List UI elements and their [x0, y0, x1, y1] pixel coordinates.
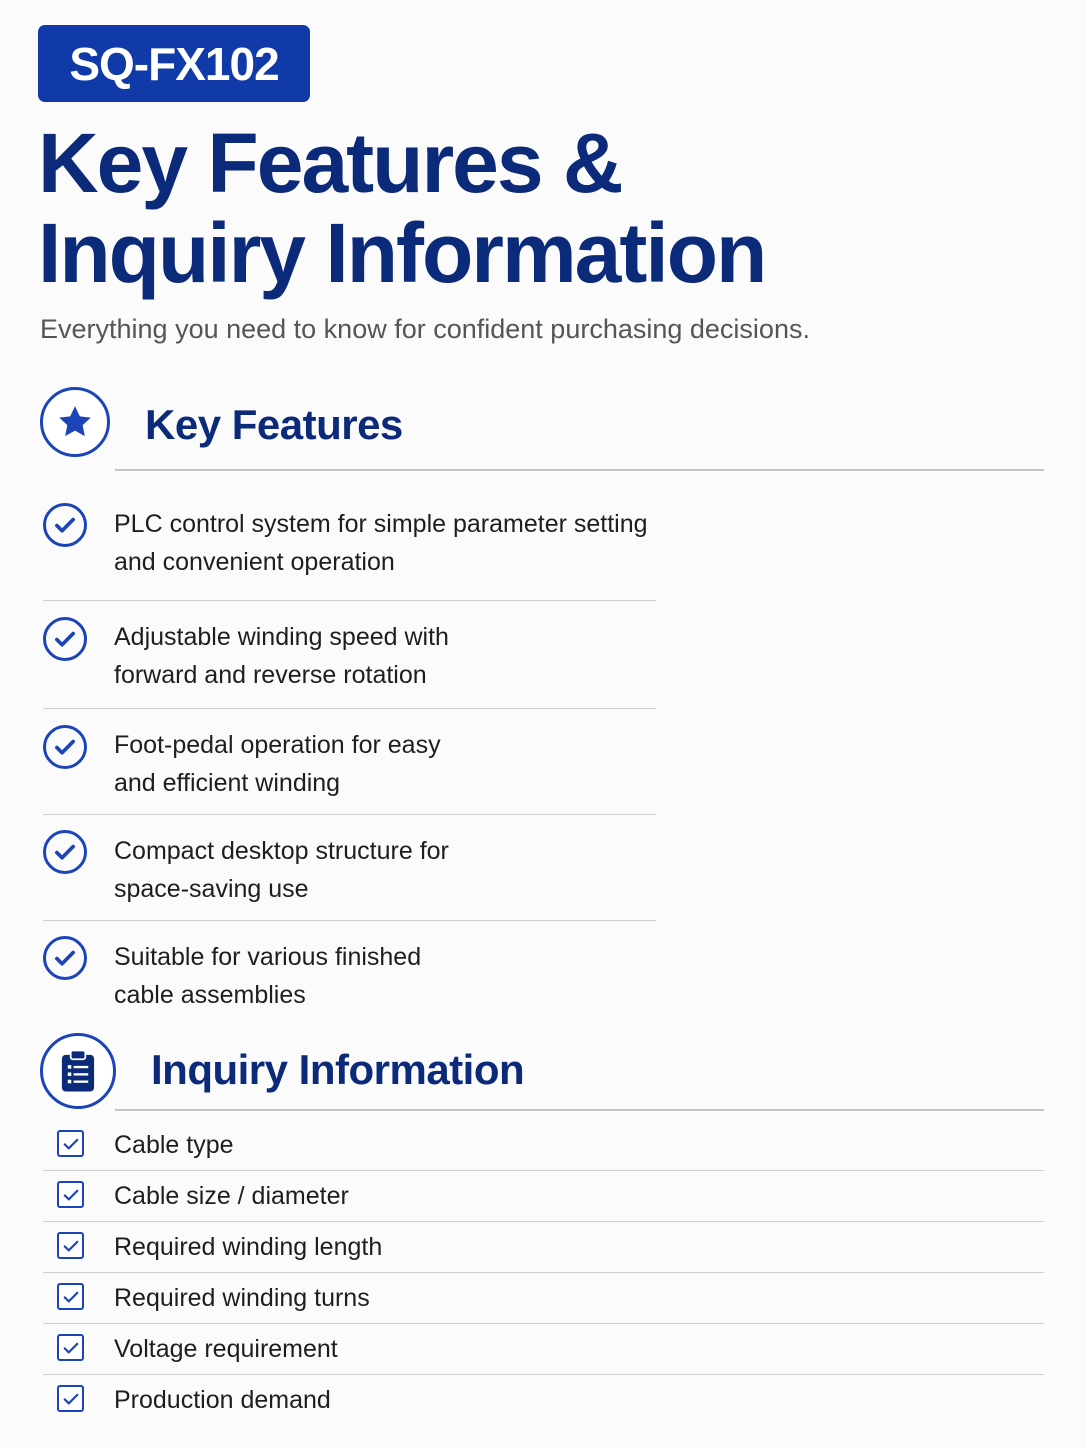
inquiry-label: Cable size / diameter — [114, 1182, 349, 1210]
check-circle-icon — [43, 503, 87, 547]
feature-item — [43, 921, 656, 1017]
feature-text: PLC control system for simple parameter setting and convenient operation — [114, 510, 648, 576]
feature-text: Compact desktop structure for space-saving use — [114, 837, 449, 903]
feature-item — [43, 495, 656, 601]
section-divider — [115, 1109, 1044, 1111]
inquiry-item — [43, 1375, 1044, 1426]
inquiry-list — [43, 1120, 1044, 1426]
inquiry-label: Required winding turns — [114, 1284, 370, 1312]
check-circle-icon — [43, 725, 87, 769]
inquiry-label: Required winding length — [114, 1233, 383, 1261]
model-badge: SQ-FX102 — [38, 25, 310, 102]
key-features-heading: Key Features — [145, 401, 403, 448]
inquiry-label: Production demand — [114, 1386, 331, 1414]
inquiry-label: Cable type — [114, 1131, 234, 1159]
checkbox-icon — [57, 1181, 84, 1208]
feature-list — [43, 495, 656, 1017]
checkbox-icon — [57, 1385, 84, 1412]
inquiry-item — [43, 1171, 1044, 1222]
clipboard-icon — [40, 1033, 116, 1109]
feature-text: Adjustable winding speed with forward and reverse rotation — [114, 623, 449, 689]
check-circle-icon — [43, 617, 87, 661]
checkbox-icon — [57, 1283, 84, 1310]
checkbox-icon — [57, 1334, 84, 1361]
inquiry-item — [43, 1273, 1044, 1324]
page-title-line-2: Inquiry Information — [38, 206, 766, 300]
feature-text: Foot-pedal operation for easy and efficient winding — [114, 731, 441, 797]
check-circle-icon — [43, 830, 87, 874]
feature-item — [43, 709, 656, 815]
inquiry-item — [43, 1120, 1044, 1171]
checkbox-icon — [57, 1232, 84, 1259]
inquiry-label: Voltage requirement — [114, 1335, 338, 1363]
section-divider — [115, 469, 1044, 471]
inquiry-item — [43, 1222, 1044, 1273]
star-icon — [40, 387, 110, 457]
feature-item — [43, 815, 656, 921]
page-title-line-1: Key Features & — [38, 116, 622, 210]
inquiry-information-heading: Inquiry Information — [151, 1046, 525, 1093]
page-title — [38, 118, 765, 298]
checkbox-icon — [57, 1130, 84, 1157]
inquiry-item — [43, 1324, 1044, 1375]
feature-text: Suitable for various finished cable assemblies — [114, 943, 422, 1009]
page-subtitle: Everything you need to know for confident purchasing decisions. — [40, 314, 810, 344]
check-circle-icon — [43, 936, 87, 980]
feature-item — [43, 601, 656, 709]
